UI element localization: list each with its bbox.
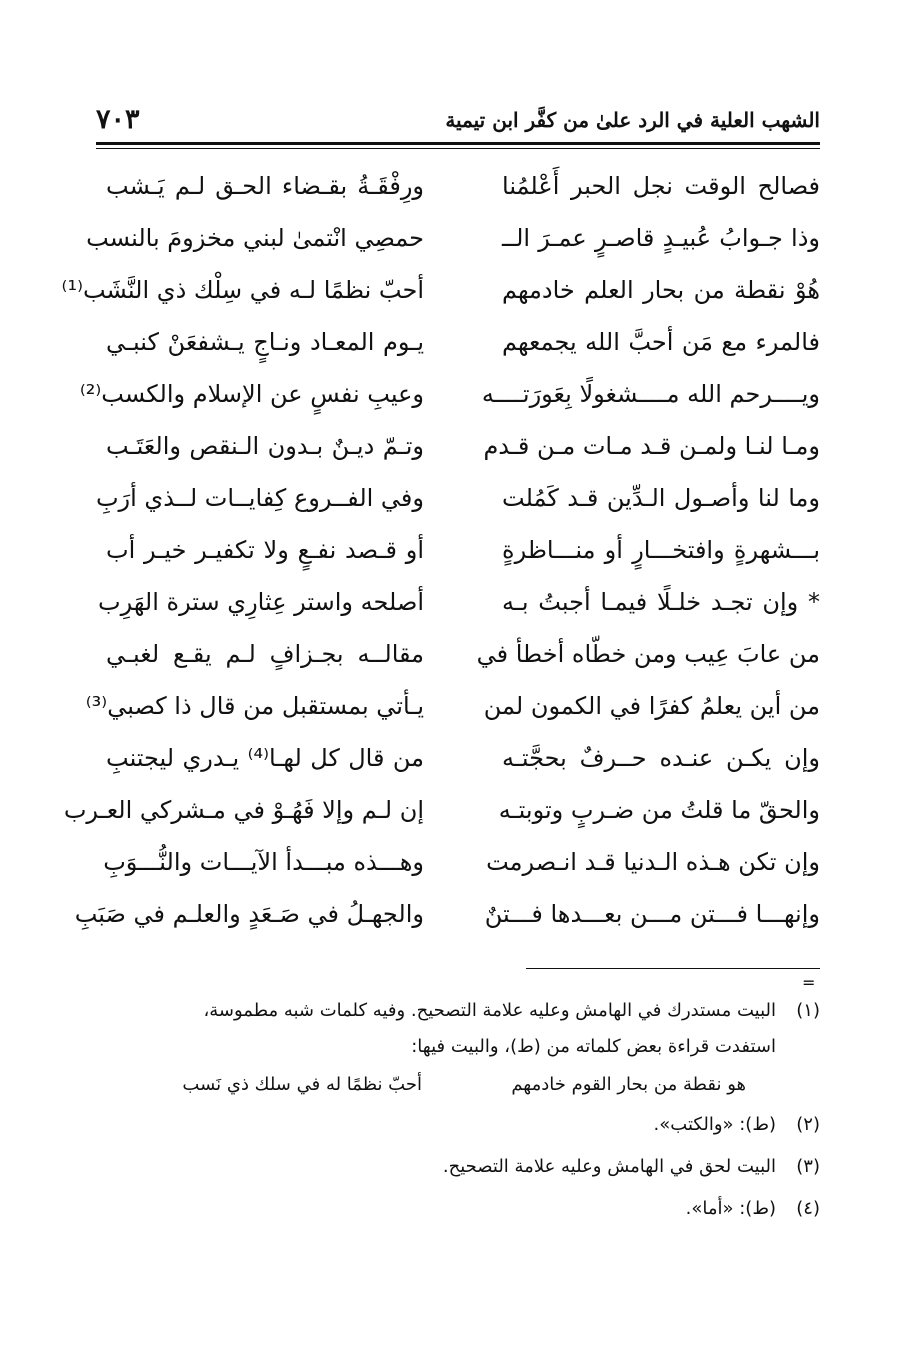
running-title: الشهب العلية في الرد علىٰ من كفَّر ابن تيمية [445, 108, 820, 132]
verse-line [96, 732, 820, 784]
first-hemistich: * وإن تجـد خلـلًا فيمـا أجبتُ بـه [502, 588, 820, 616]
footnote-text: البيت مستدرك في الهامش وعليه علامة التصحيح. وفيه كلمات شبه مطموسة، [203, 1000, 776, 1021]
second-hemistich: يـأتي بمستقبل من قال ذا كصبي⁽³⁾ [85, 692, 424, 720]
second-hemistich: وتـمّ ديـنٌ بـدون الـنقص والعَتَـب [106, 432, 424, 460]
verse-line [96, 576, 820, 628]
first-hemistich: من أين يعلمُ كفرًا في الكمون لمن [483, 692, 820, 720]
first-hemistich: فصالح الوقت نجل الحبر أَعْلمُنا [502, 172, 820, 200]
footnote-verse-first: هو نقطة من بحار القوم خادمهم [511, 1074, 746, 1095]
second-hemistich: مقالــه بجـزافٍ لـم يقـع لغبـي [106, 640, 424, 668]
first-hemistich: ويــــرحم الله مــــشغولًا بِعَورَتــــه [481, 380, 820, 408]
first-hemistich: من عابَ عِيب ومن خطّاه أخطأ في [476, 640, 820, 668]
verse-line [96, 316, 820, 368]
verse-line [96, 420, 820, 472]
verse-line [96, 836, 820, 888]
footnote-rule [526, 968, 820, 969]
footnote-1-continuation: استفدت قراءة بعض كلماته من (ط)، والبيت فيها: [411, 1036, 776, 1057]
footnote-number: (٤) [796, 1198, 820, 1219]
second-hemistich: وهـــذه مبـــدأ الآيـــات والنُّـــوَبِ [103, 848, 424, 876]
footnote-text: (ط): «والكتب». [653, 1114, 776, 1135]
second-hemistich: أو قـصد نفـعٍ ولا تكفيـر خيـر أب [106, 536, 424, 564]
footnote-number: (١) [796, 1000, 820, 1021]
first-hemistich: وإنهـــا فـــتن مـــن بعـــدها فـــتنٌ [484, 900, 820, 928]
first-hemistich: وإن تكن هـذه الـدنيا قـد انـصرمت [486, 848, 820, 876]
verse-line [74, 888, 820, 940]
second-hemistich: أصلحه واستر عِثارِي سترة الهَرِب [97, 588, 424, 616]
header-rule-thick [96, 142, 820, 145]
first-hemistich: فالمرء مع مَن أحبَّ الله يجمعهم [502, 328, 820, 356]
first-hemistich: بـــشهرةٍ وافتخـــارٍ أو منـــاظرةٍ [502, 536, 820, 564]
second-hemistich: وفي الفــروع كِفايــات لــذي أرَبِ [95, 484, 424, 512]
verse-line [85, 680, 820, 732]
second-hemistich: أحبّ نظمًا لـه في سِلْك ذي النَّشَب⁽¹⁾ [61, 276, 424, 304]
verse-line [96, 472, 820, 524]
header-rule-thin [96, 148, 820, 149]
first-hemistich: هُوْ نقطة من بحار العلم خادمهم [502, 276, 820, 304]
second-hemistich: إن لـم وإلا فَهُـوْ في مـشركي العـرب [63, 796, 424, 824]
verse-line [96, 160, 820, 212]
verse-line [79, 368, 820, 420]
first-hemistich: ومـا لنـا ولمـن قـد مـات مـن قـدم [483, 432, 820, 460]
second-hemistich: ورِفْقَـةُ بقـضاء الحـق لـم يَـشب [106, 172, 424, 200]
footnote-3 [96, 1152, 820, 1182]
second-hemistich: حمصِي انْتمىٰ لبني مخزومَ بالنسب [86, 224, 424, 252]
footnote-4 [96, 1194, 820, 1224]
second-hemistich: وعيبِ نفسٍ عن الإسلام والكسب⁽²⁾ [79, 380, 424, 408]
footnote-2 [96, 1110, 820, 1140]
footnote-1 [96, 996, 820, 1026]
footnote-number: (٣) [796, 1156, 820, 1177]
second-hemistich: من قال كل لهـا⁽⁴⁾ يـدري ليجتنبِ [106, 744, 424, 772]
first-hemistich: وذا جـوابُ عُبيـدٍ قاصـرٍ عمـرَ الــ [502, 224, 820, 252]
footnote-verse-second: أحبّ نظمًا له في سلك ذي نَسب [182, 1074, 422, 1095]
second-hemistich: يـوم المعـاد ونـاجٍ يـشفعَنْ كنبـي [106, 328, 424, 356]
verse-line [86, 212, 820, 264]
verse-line [63, 784, 820, 836]
first-hemistich: والحقّ ما قلتُ من ضـربٍ وتوبتـه [498, 796, 820, 824]
running-header [96, 104, 820, 140]
second-hemistich: والجهـلُ في صَـعَدٍ والعلـم في صَبَبِ [74, 900, 424, 928]
verse-line [96, 524, 820, 576]
first-hemistich: وما لنا وأصـول الـدِّين قـد كَمُلت [502, 484, 820, 512]
footnote-text: البيت لحق في الهامش وعليه علامة التصحيح. [442, 1156, 776, 1177]
verse-line [96, 628, 820, 680]
footnote-continuation-mark: = [802, 973, 816, 992]
page-number: ٧٠٣ [96, 104, 140, 135]
footnote-text: (ط): «أما». [685, 1198, 776, 1219]
footnote-number: (٢) [796, 1114, 820, 1135]
first-hemistich: وإن يكـن عنـده حــرفٌ بحجَّتـه [502, 744, 820, 772]
verse-line [61, 264, 820, 316]
